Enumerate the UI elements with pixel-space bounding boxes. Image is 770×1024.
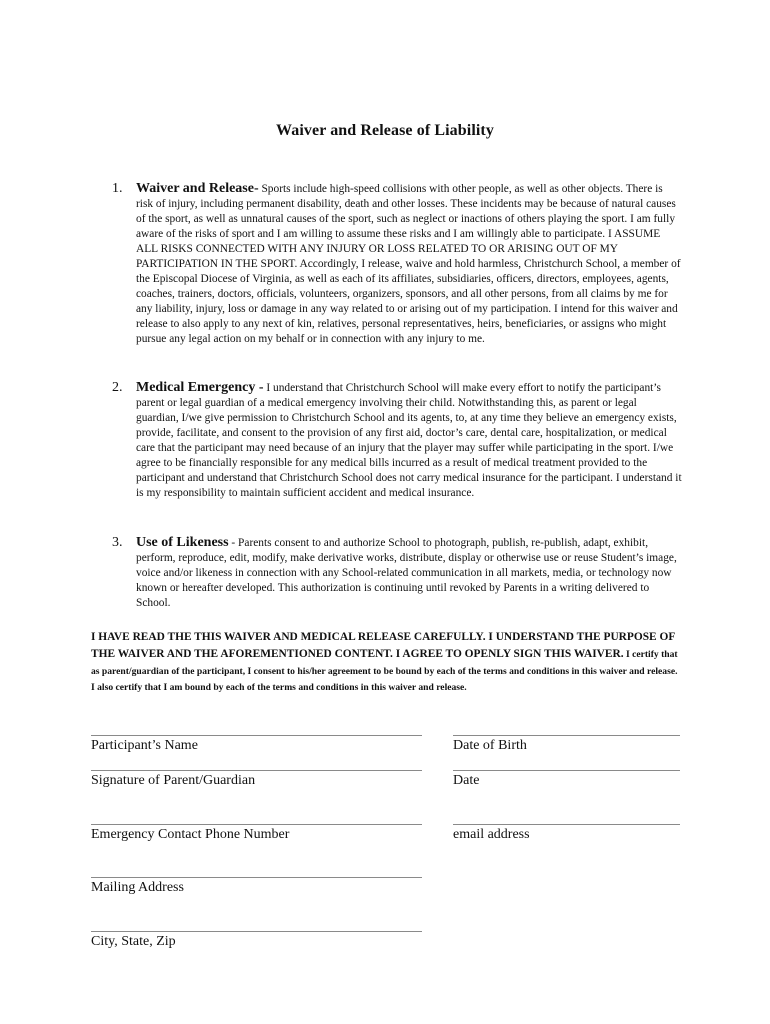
section-text: - Parents consent to and authorize School to photograph, publish, re-publish, adapt, exhibit, perform, reproduce, edit, modify, make derivative works, distribute, display or otherwise use or reuse Student’s image, voice and/or likeness in connection with any School-related communication in all markets, media, or technology now known or hereafter developed. This authorization is continuing until revoked by Parents in a writing delivered to School.	[136, 537, 677, 609]
section-text: I understand that Christchurch School will make every effort to notify the participant’s parent or legal guardian of a medical emergency involving their child. Notwithstanding this, as parent or legal guardian, I/we give permission to Christchurch School and its agents, to, at any time they believe an emergency exists, provide, facilitate, and consent to the provision of any first aid, doctor’s care, dental care, hospitalization, or medical care that the participant may need because of an injury that the player may suffer while participating in the sport. I/we agree to be financially responsible for any medical bills incurred as a result of medical treatment provided to the participant and understand that Christchurch School does not carry medical insurance for the participant. I understand it is my responsibility to maintain sufficient accident and medical insurance.	[136, 382, 682, 499]
mailing-address-label: Mailing Address	[91, 880, 184, 895]
participant-name-label: Participant’s Name	[91, 738, 198, 753]
emergency-phone-line[interactable]	[91, 824, 422, 825]
city-state-zip-label: City, State, Zip	[91, 934, 176, 949]
section-text: Sports include high-speed collisions with other people, as well as other objects. There is risk of injury, including permanent disability, death and other losses. These incidents may be because of natural causes of the sport, as well as unnatural causes of the sport, such as neglect or inactions of others playing the sport. I am fully aware of the risks of sport and I am willing to assume these risks and I am willingly able to participate. I ASSUME ALL RISKS CONNECTED WITH ANY INJURY OR LOSS RELATED TO OR ARISING OUT OF MY PARTICIPATION IN THE SPORT. Accordingly, I release, waive and hold harmless, Christchurch School, a member of the Episcopal Diocese of Virginia, as well as each of its affiliates, subsidiaries, officers, directors, employees, agents, coaches, trainers, doctors, officials, volunteers, organizers, sponsors, and all other persons, from all claims by me for any liability, injury, loss or damage in any way related to or arising out of my participation. I intend for this waiver and release to also apply to any next of kin, relatives, personal representatives, heirs, beneficiaries, or assigns who might pursue any legal action on my behalf or in connection with any injury to me.	[136, 183, 681, 345]
date-line[interactable]	[453, 770, 680, 771]
section-heading: Use of Likeness	[136, 535, 229, 550]
acknowledgement-caps: I HAVE READ THE THIS WAIVER AND MEDICAL RELEASE CAREFULLY. I UNDERSTAND THE PURPOSE OF THE WAIVER AND THE AFOREMENTIONED CONTENT. I AGREE TO OPENLY SIGN THIS WAIVER.	[91, 631, 675, 660]
mailing-address-line[interactable]	[91, 877, 422, 878]
acknowledgement-certification: I certify that as parent/guardian of the participant, I consent to his/her agreement to be bound by each of the terms and conditions in this waiver and release. I also certify that I am bound by each of the terms and conditions in this waiver and release.	[91, 649, 678, 693]
document-title: Waiver and Release of Liability	[276, 122, 494, 139]
section-heading: Medical Emergency -	[136, 380, 264, 395]
section-number: 1.	[112, 181, 123, 196]
city-state-zip-line[interactable]	[91, 931, 422, 932]
participant-name-line[interactable]	[91, 735, 422, 736]
email-label: email address	[453, 827, 530, 842]
date-label: Date	[453, 773, 480, 788]
email-line[interactable]	[453, 824, 680, 825]
signature-label: Signature of Parent/Guardian	[91, 773, 256, 788]
section-number: 3.	[112, 535, 123, 550]
acknowledgement-statement	[91, 628, 681, 694]
emergency-phone-label: Emergency Contact Phone Number	[91, 827, 290, 842]
section-number: 2.	[112, 380, 123, 395]
signature-line[interactable]	[91, 770, 422, 771]
section-body	[136, 181, 682, 347]
section-heading: Waiver and Release-	[136, 181, 259, 196]
date-of-birth-label: Date of Birth	[453, 738, 527, 753]
section-body	[136, 380, 682, 501]
section-body	[136, 535, 682, 611]
date-of-birth-line[interactable]	[453, 735, 680, 736]
